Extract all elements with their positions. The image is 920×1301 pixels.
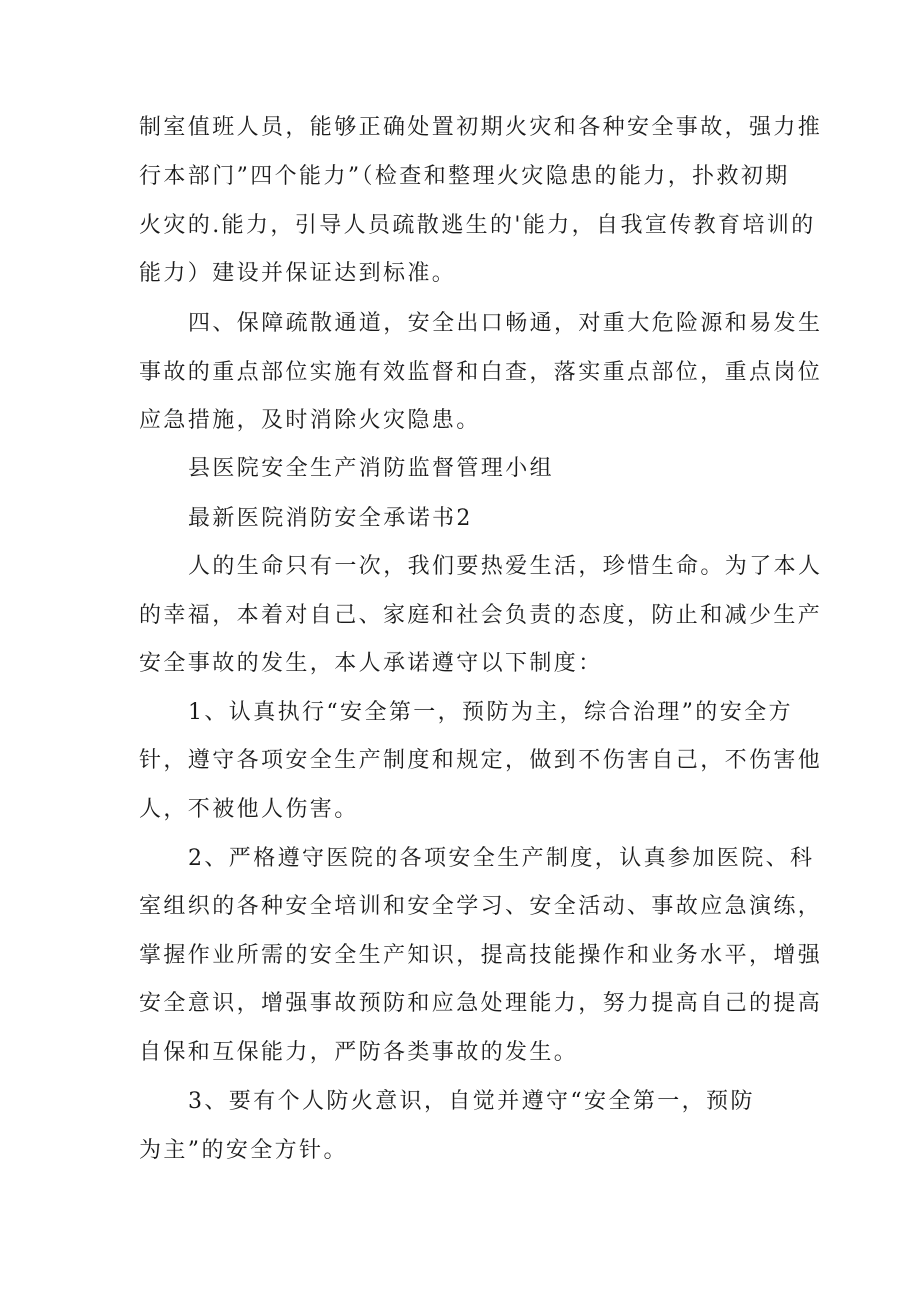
item-two-paragraph: 2、严格遵守医院的各项安全生产制度，认真参加医院、科 [188, 846, 815, 871]
item-one-paragraph: 1、认真执行“安全第一，预防为主，综合治理”的安全方 [188, 700, 793, 725]
document-heading: 最新医院消防安全承诺书2 [188, 506, 473, 531]
text-line: 自保和互保能力，严防各类事故的发生。 [139, 1040, 579, 1065]
text-line: 应急措施，及时消除火灾隐患。 [139, 408, 481, 433]
text-line: 安全事故的发生，本人承诺遵守以下制度： [139, 651, 603, 676]
text-line: 行本部门”四个能力”（检查和整理火灾隐患的能力，扑救初期 [139, 164, 790, 189]
text-line: 人，不被他人伤害。 [139, 797, 359, 822]
text-line: 安全意识，增强事故预防和应急处理能力，努力提高自己的提高 [139, 991, 823, 1016]
text-line: 能力）建设并保证达到标准。 [139, 261, 457, 286]
text-line: 火灾的.能力，引导人员疏散逃生的'能力，自我宣传教育培训的 [139, 213, 816, 238]
item-three-paragraph: 3、要有个人防火意识，自觉并遵守“安全第一，预防 [188, 1089, 755, 1114]
text-line: 针，遵守各项安全生产制度和规定，做到不伤害自己，不伤害他 [139, 748, 823, 773]
text-line: 的幸福，本着对自己、家庭和社会负责的态度，防止和减少生产 [139, 603, 823, 628]
intro-paragraph: 人的生命只有一次，我们要热爱生活，珍惜生命。为了本人 [188, 554, 823, 579]
text-line: 掌握作业所需的安全生产知识，提高技能操作和业务水平，增强 [139, 943, 823, 968]
text-line: 为主”的安全方针。 [139, 1138, 348, 1163]
text-line: 室组织的各种安全培训和安全学习、安全活动、事故应急演练， [139, 894, 823, 919]
signature-group-name: 县医院安全生产消防监督管理小组 [188, 456, 555, 481]
text-line: 制室值班人员，能够正确处置初期火灾和各种安全事故，强力推 [139, 115, 823, 140]
section-four-paragraph: 四、保障疏散通道，安全出口畅通，对重大危险源和易发生 [188, 311, 823, 336]
text-line: 事故的重点部位实施有效监督和白查，落实重点部位，重点岗位 [139, 360, 823, 385]
